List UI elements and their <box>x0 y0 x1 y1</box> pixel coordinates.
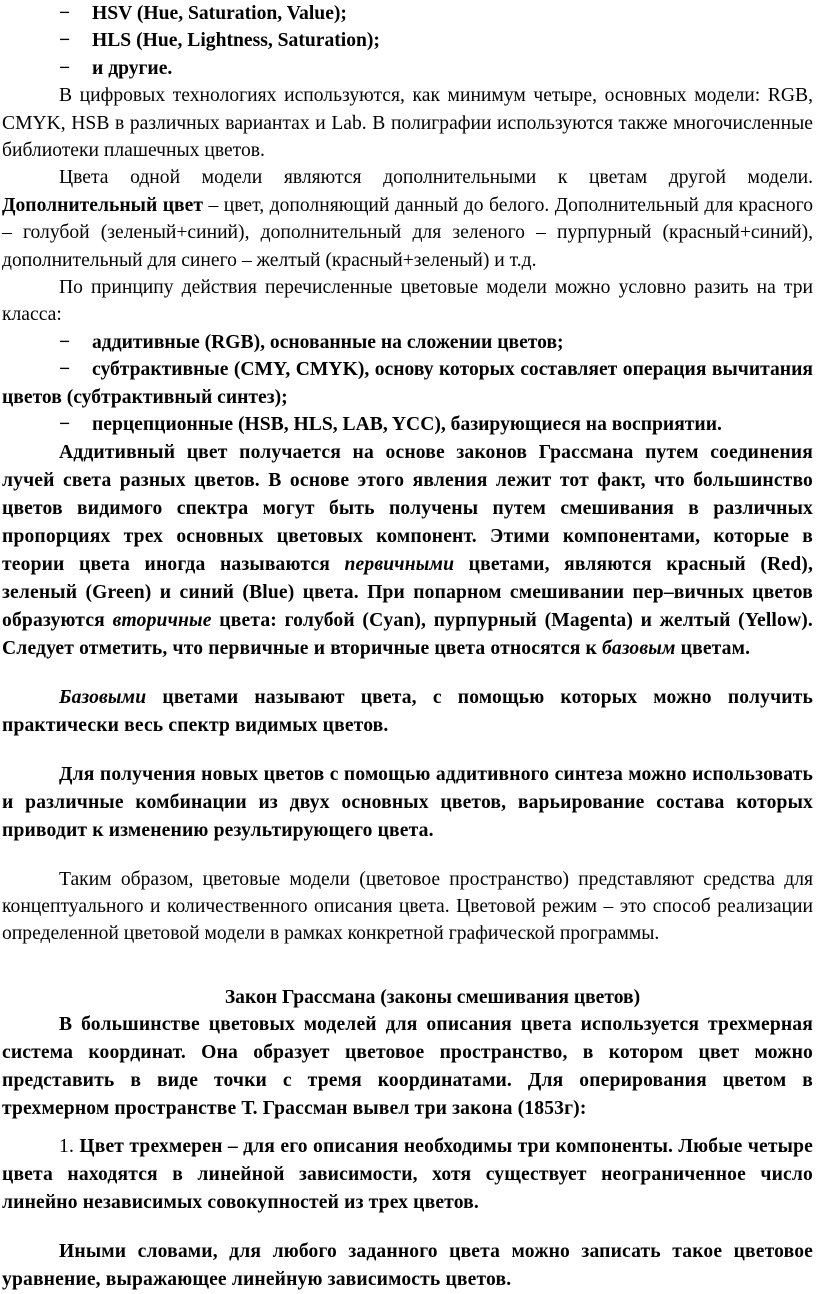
paragraph-grassmann-intro: В большинстве цветовых моделей для описания цвета используется трехмерная система координат. Она образует цветовое пространство, в котором цвет можно представить в виде точки с тремя координатами. Для оперирования цветом в трехмерном пространстве Т. Грассман вывел три закона (1853г): <box>2 1014 813 1120</box>
list-item <box>2 55 813 82</box>
law-text: Цвет трехмерен – для его описания необходимы три компоненты. Любые четыре цвета находятся в линейной зависимости, хотя существует неограниченное число линейно независимых совокупностей из трех цветов. <box>2 1136 813 1214</box>
list-item-text: субтрактивные (CMY, CMYK), основу которых составляет операция вычитания цветов (субтрактивный синтез); <box>2 359 813 408</box>
paragraph-text: цветами называют цвета, с помощью которых можно получить практически весь спектр видимых цветов. <box>2 686 813 736</box>
paragraph-summary: Таким образом, цветовые модели (цветовое пространство) представляют средства для концептуального и количественного описания цвета. Цветовой режим – это способ реализации определенной цветовой модели в рамках конкретной графической программы. <box>2 868 813 945</box>
law-number: 1. <box>59 1136 74 1158</box>
list-item-text: HSV (Hue, Saturation, Value); <box>92 3 347 24</box>
list-item-text: перцепционные (HSB, HLS, LAB, YCC), базирующиеся на восприятии. <box>92 414 722 436</box>
emphasis-base: базовым <box>602 637 676 659</box>
bullet-dash: − <box>59 3 71 24</box>
list-item <box>2 27 813 54</box>
paragraph-classes-intro: По принципу действия перечисленные цветовые модели можно условно разить на три класса: <box>2 277 813 326</box>
paragraph-text: – цвет, дополняющий данный до белого. Дополнительный для красного – голубой (зеленый+синий), дополнительный для зеленого – пурпурный (красный+синий), дополнительный для синего – желтый (красный+зеленый) и т.д. <box>2 194 813 271</box>
list-item <box>2 0 813 27</box>
bullet-dash: − <box>59 331 71 353</box>
list-item-text: и другие. <box>92 57 173 79</box>
emphasis-base-colors: Базовыми <box>59 686 147 708</box>
emphasis-secondary: вторичные <box>112 609 212 631</box>
paragraph-base-colors <box>2 684 813 740</box>
bullet-dash: − <box>59 414 71 436</box>
paragraph-additive-synthesis: Для получения новых цветов с помощью аддитивного синтеза можно использовать и различные комбинации из двух основных цветов, варьирование состава которых приводит к изменению результирующего цвета. <box>2 763 813 841</box>
list-item <box>2 329 813 356</box>
list-item-text: HLS (Hue, Lightness, Saturation); <box>92 30 380 52</box>
paragraph-text: цвета: голубой (Cyan), пурпурный (Magenta) и желтый (Yellow). Следует отметить, что первичные и вторичные цвета относятся к <box>2 609 813 659</box>
paragraph-text: цветам. <box>675 637 751 659</box>
bullet-dash: − <box>59 57 71 79</box>
paragraph-complementary-colors <box>2 164 813 274</box>
list-item-text: аддитивные (RGB), основанные на сложении цветов; <box>92 331 564 353</box>
law-item <box>2 1133 813 1217</box>
bullet-dash: − <box>59 359 71 381</box>
paragraph-text: Цвета одной модели являются дополнительными к цветам другой модели. <box>59 167 813 189</box>
paragraph-models-in-use: В цифровых технологиях используются, как минимум четыре, основных модели: RGB, CMYK, HSB в различных вариантах и Lab. В полиграфии используются также многочисленные библиотеки плашечных цветов. <box>2 85 813 162</box>
paragraph-text: Аддитивный цвет получается на основе законов Грассмана путем соединения лучей света разных цветов. В основе этого явления лежит тот факт, что большинство цветов видимого спектра могут быть получены путем смешивания в различных пропорциях трех основных цветовых компонент. Этими компонентами, которые в теории цвета иногда называются <box>2 441 813 575</box>
emphasis-primary: первичными <box>344 553 455 575</box>
term-complementary-color: Дополнительный цвет <box>2 194 203 216</box>
paragraph-color-equation: Иными словами, для любого заданного цвета можно записать такое цветовое уравнение, выражающее линейную зависимость цветов. <box>2 1241 813 1291</box>
paragraph-additive-color <box>2 439 813 663</box>
list-item <box>2 356 813 411</box>
bullet-dash: − <box>59 30 71 52</box>
paragraph-text: цветами, являются красный (Red), зеленый (Green) и синий (Blue) цвета. При попарном смешивании пер–вичных цветов образуются <box>2 553 813 631</box>
list-item <box>2 411 813 438</box>
section-heading: Закон Грассмана (законы смешивания цветов) <box>224 986 641 1008</box>
